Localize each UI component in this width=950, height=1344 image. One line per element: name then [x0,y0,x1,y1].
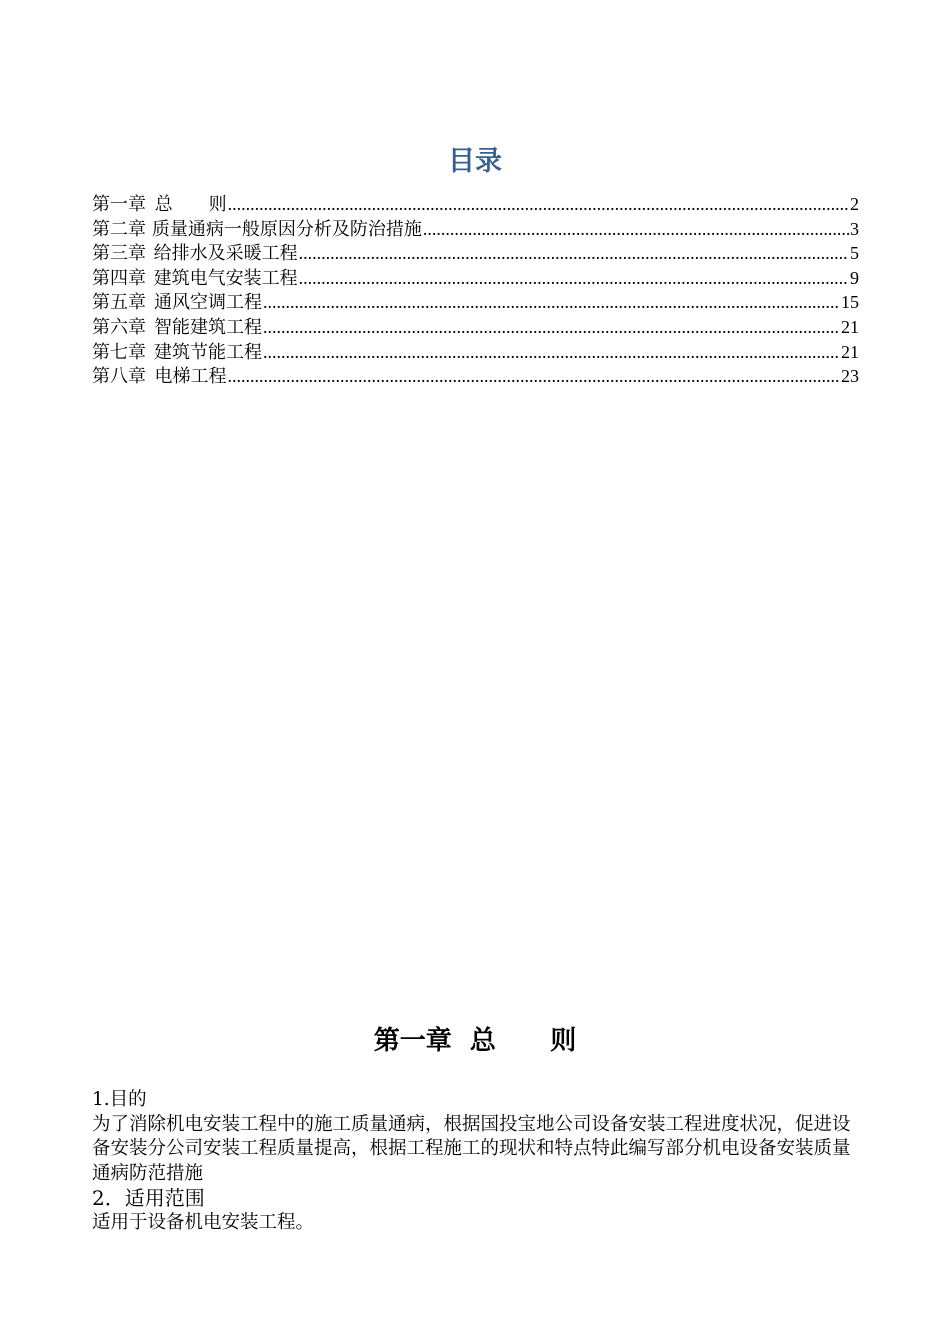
toc-chapter-number: 第四章 [92,267,146,289]
toc-page-number: 5 [850,243,859,264]
section-title: 1.目的 [92,1089,147,1110]
toc-chapter-number: 第三章 [92,243,146,265]
toc-leader-dots [423,217,849,242]
toc-leader-dots [228,364,841,389]
toc-entry[interactable] [92,241,859,266]
toc-page-number: 3 [850,218,859,239]
toc-chapter-name: 通风空调工程 [154,292,263,314]
toc-chapter-name: 建筑电气安装工程 [153,267,298,289]
toc-chapter-name: 电梯工程 [154,366,227,388]
toc-leader-dots [263,290,840,315]
toc-chapter-name: 智能建筑工程 [154,316,263,338]
toc-entry[interactable] [92,266,859,291]
toc-chapter-number: 第六章 [92,316,146,338]
toc-entry[interactable] [92,364,859,389]
toc-page-number: 15 [841,292,859,313]
section-paragraph: 为了消除机电安装工程中的施工质量通病，根据国投宝地公司设备安装工程进度状况，促进设备安装分公司安装工程质量提高，根据工程施工的现状和特点特此编写部分机电设备安装质量通病防范措施 [92,1113,851,1184]
section-title: 2．适用范围 [92,1186,205,1210]
toc-entry[interactable] [92,217,859,242]
toc-leader-dots [228,192,849,217]
toc-leader-dots [299,241,849,266]
toc-page-number: 9 [850,267,859,288]
chapter-body [92,1088,859,1236]
toc-leader-dots [263,315,840,340]
toc-entry[interactable] [92,192,859,217]
toc-chapter-number: 第五章 [92,292,146,314]
toc-leader-dots [263,340,840,365]
toc-page-number: 23 [841,366,859,387]
toc-page-number: 21 [841,316,859,337]
table-of-contents [92,192,859,389]
toc-entry[interactable] [92,315,859,340]
toc-entry[interactable] [92,290,859,315]
toc-leader-dots [299,266,849,291]
toc-page-number: 21 [841,341,859,362]
toc-chapter-number: 第八章 [92,366,146,388]
toc-chapter-name: 质量通病一般原因分析及防治措施 [151,218,422,240]
toc-title: 目录 [448,146,502,177]
toc-chapter-number: 第七章 [92,341,146,363]
toc-page-number: 2 [850,194,859,214]
toc-chapter-number: 第二章 [92,218,146,240]
toc-chapter-name: 给排水及采暖工程 [153,243,298,265]
section-paragraph: 适用于设备机电安装工程。 [92,1212,315,1233]
chapter-heading: 第一章 总 则 [373,1026,577,1056]
toc-chapter-number: 第一章 [92,194,146,215]
toc-chapter-name: 总 则 [154,194,227,215]
toc-chapter-name: 建筑节能工程 [154,341,263,363]
toc-entry[interactable] [92,340,859,365]
